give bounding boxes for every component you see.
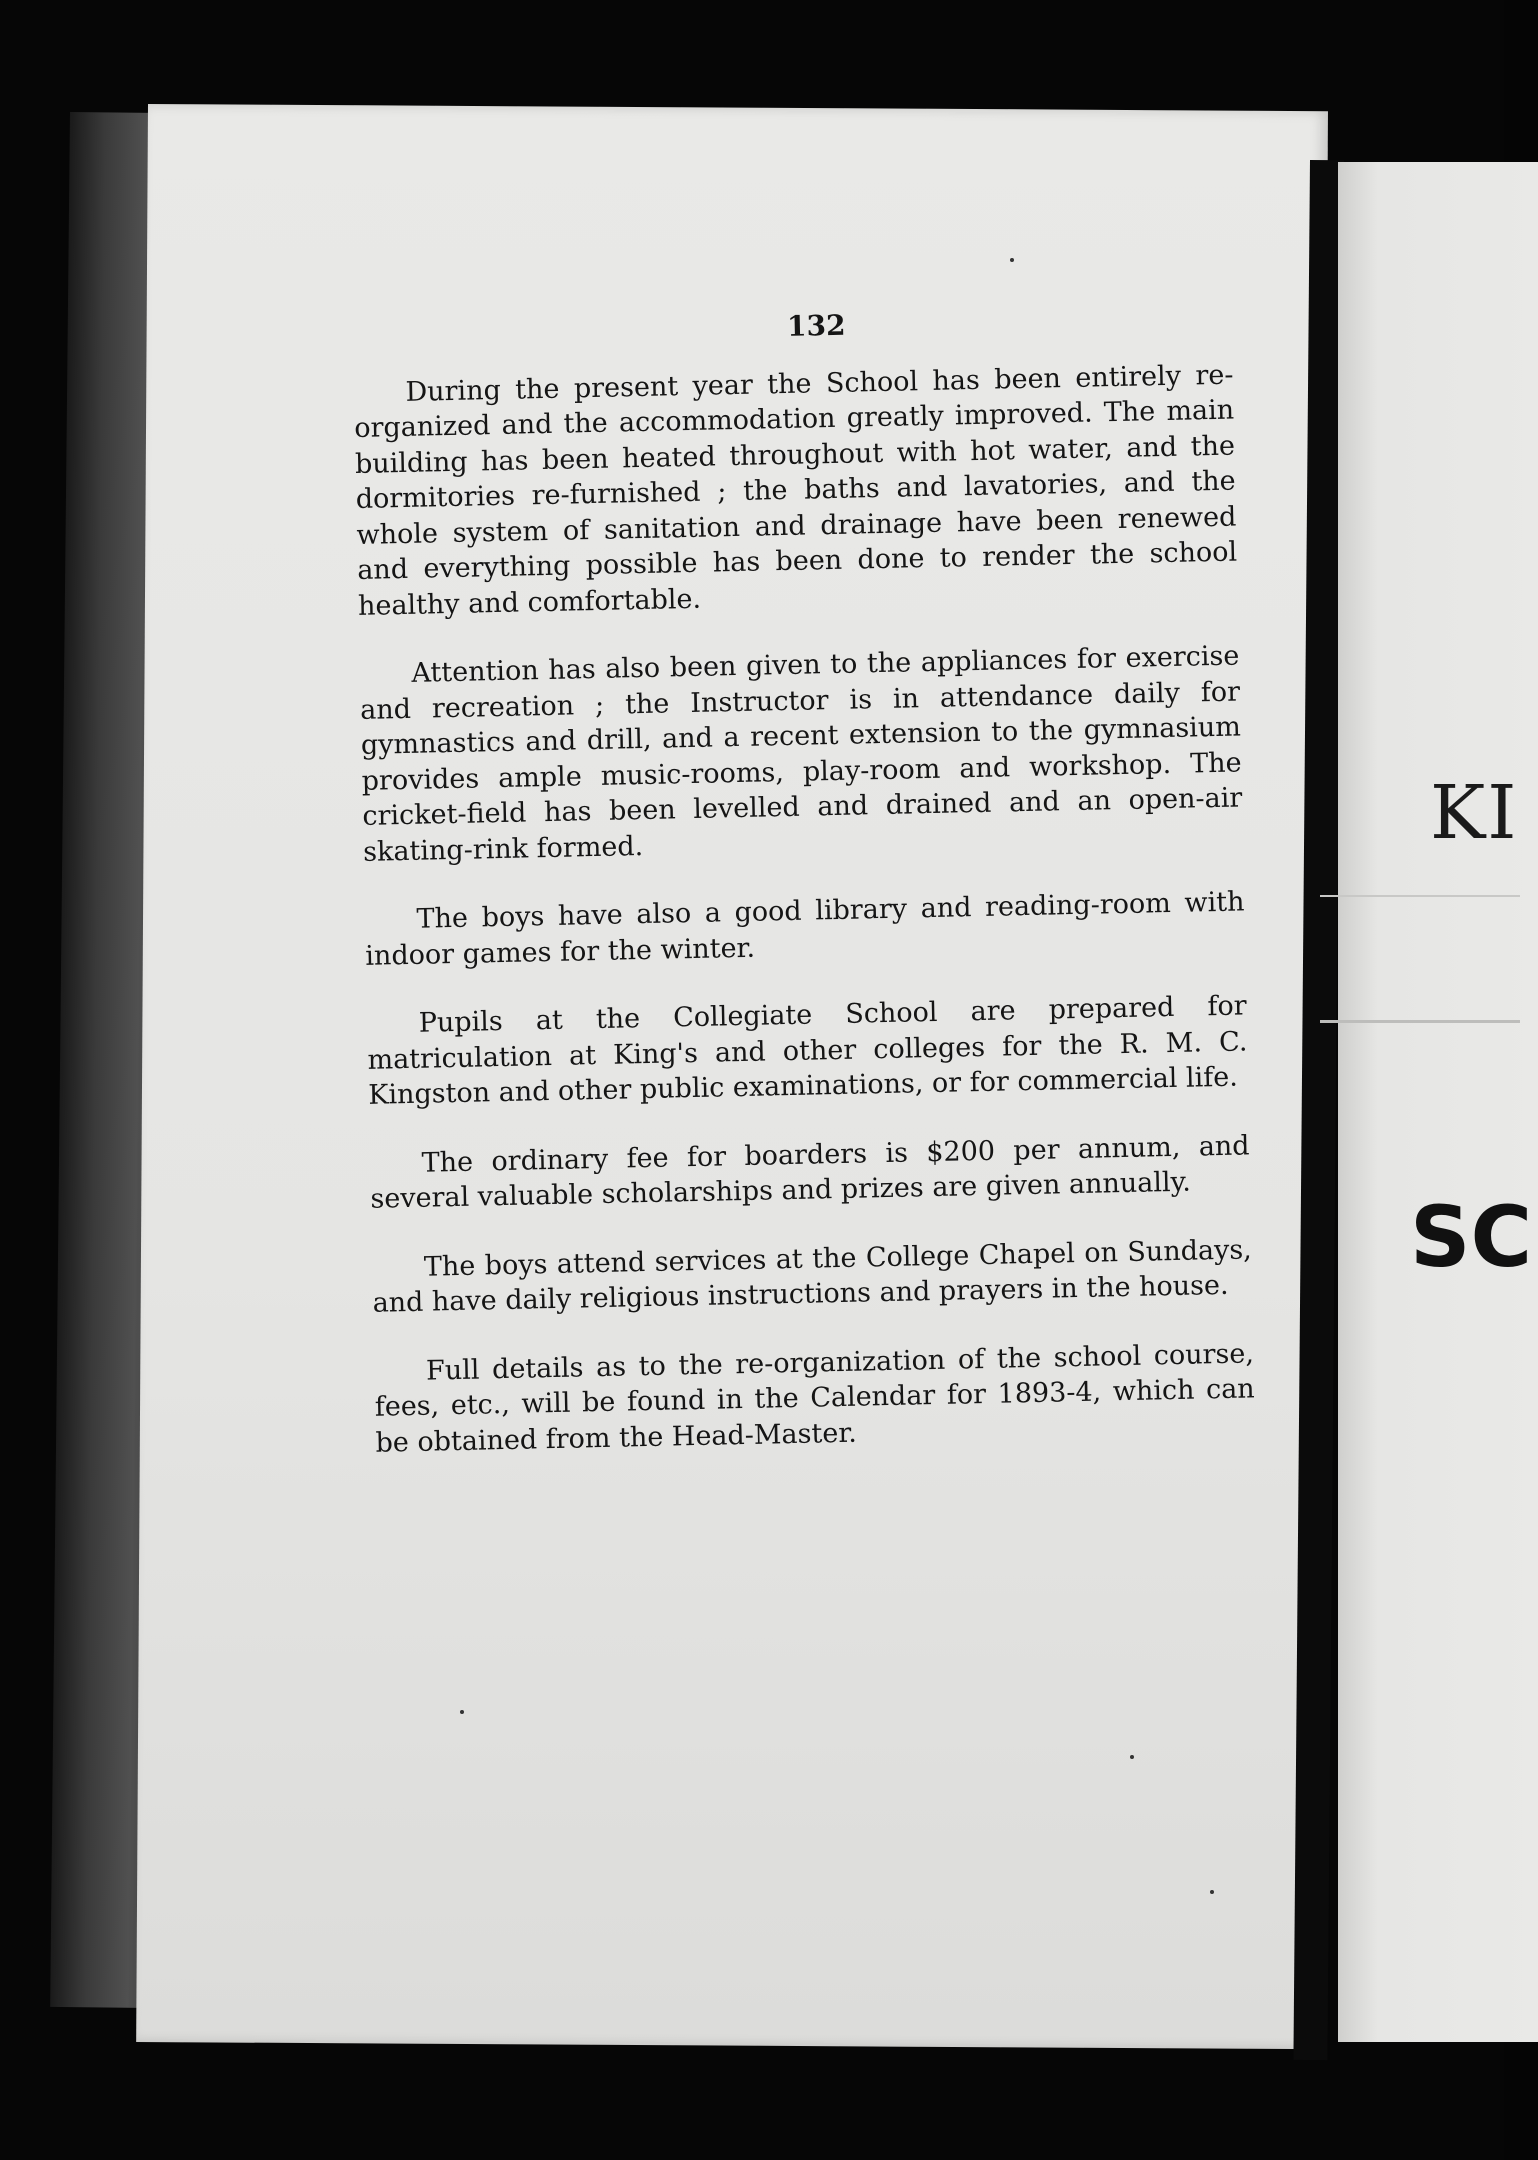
paragraph: Pupils at the Collegiate School are prepared for matriculation at King's and other colleges for the R. M. C. Kingston and other public examinations, or for commercial life. — [367, 990, 1248, 1111]
page-text — [352, 300, 1256, 1494]
facing-page-text-fragment: KI — [1430, 770, 1519, 856]
paragraph: During the present year the School has been entirely re-organized and the accommodation greatly improved. The main building has been heated throughout with hot water, and the dormitories re-furnished ; the baths and lavatories, and the whole system of sanitation and drainage have been renewed and everything possible has been done to render the school healthy and comfortable. — [353, 359, 1238, 622]
paper-speck — [1010, 258, 1014, 262]
paragraph: Full details as to the re-organization of the school course, fees, etc., will be found in the Calendar for 1893-4, which can be obtained from the Head-Master. — [374, 1337, 1255, 1459]
paragraph: The ordinary fee for boarders is $200 per annum, and several valuable scholarships and prizes are given annually. — [370, 1129, 1250, 1215]
paragraph: The boys attend services at the College Chapel on Sundays, and have daily religious instructions and prayers in the house. — [372, 1233, 1253, 1319]
paper-speck — [460, 1710, 464, 1714]
paragraph: The boys have also a good library and reading-room with indoor games for the winter. — [365, 886, 1245, 972]
facing-page-text-fragment: SC — [1410, 1188, 1533, 1286]
page-crease — [1320, 895, 1520, 897]
page-number: 132 — [786, 308, 846, 343]
paper-speck — [1130, 1755, 1134, 1759]
paragraph: Attention has also been given to the appliances for exercise and recreation ; the Instructor is in attendance daily for gymnastics and drill, and a recent extension to the gymnasium provides ample music-rooms, play-room and workshop. The cricket-field has been levelled and drained and an open-air skating-rink formed. — [359, 640, 1243, 868]
right-page — [1338, 162, 1538, 2042]
paper-speck — [1210, 1890, 1214, 1894]
page-crease — [1320, 1020, 1520, 1023]
